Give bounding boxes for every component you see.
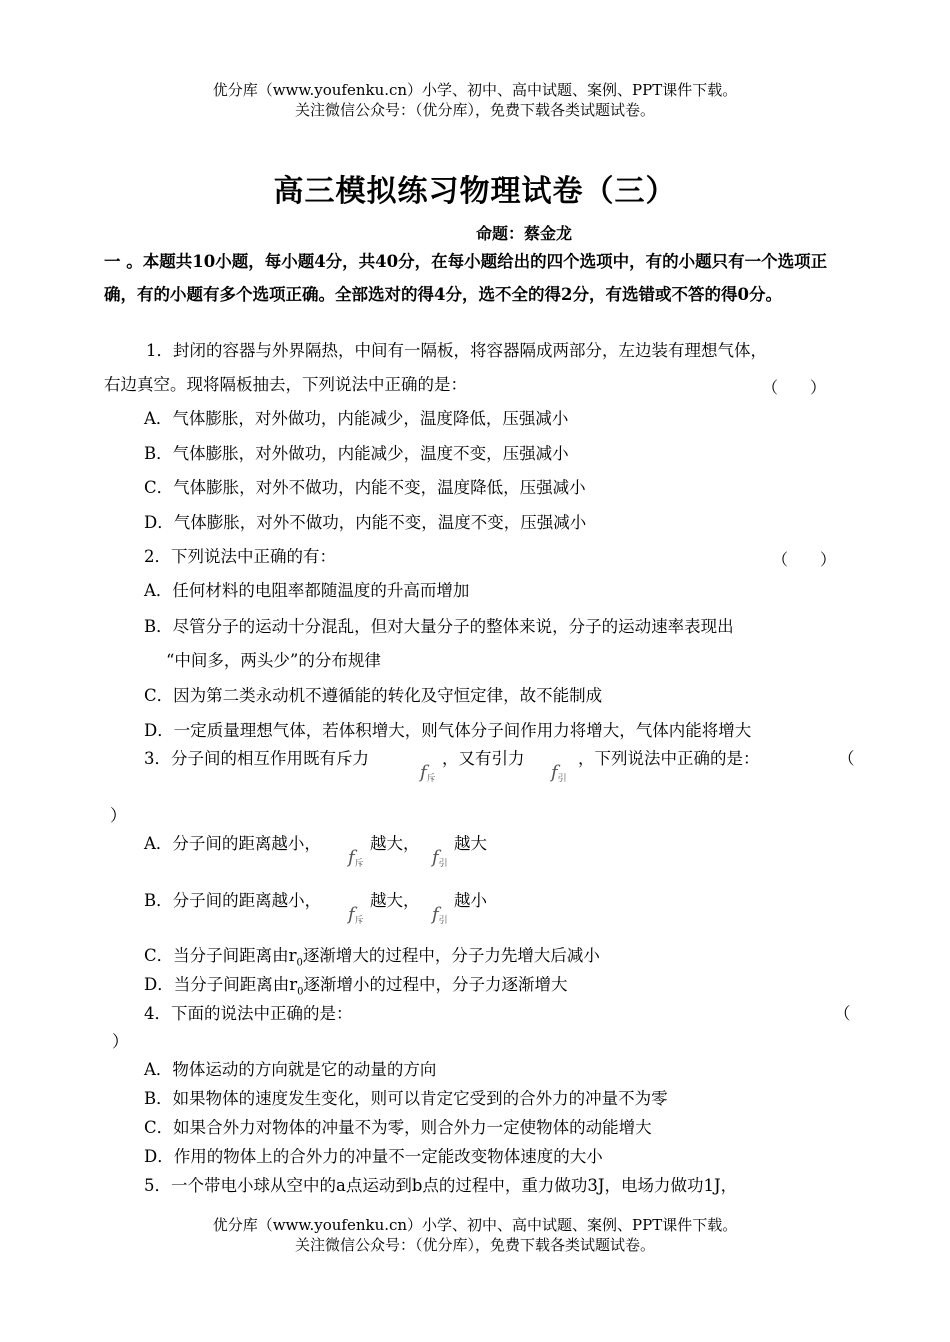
q1-option-b: B．气体膨胀，对外做功，内能减少，温度不变，压强减小 <box>144 444 569 463</box>
q3-stem-part-2: ，又有引力 <box>442 749 525 768</box>
q1-option-d: D．气体膨胀，对外不做功，内能不变，温度不变，压强减小 <box>144 513 587 532</box>
q1-stem-line-1: 1．封闭的容器与外界隔热，中间有一隔板，将容器隔成两部分，左边装有理想气体， <box>146 341 767 360</box>
q2-stem: 2．下列说法中正确的有： <box>144 547 336 566</box>
q4-option-d: D．作用的物体上的合外力的冲量不一定能改变物体速度的大小 <box>144 1147 603 1166</box>
exam-author: 命题：蔡金龙 <box>476 224 573 243</box>
header-line-2: 关注微信公众号：（优分库），免费下载各类试题试卷。 <box>294 101 655 119</box>
f-repulsive-symbol: $f_斥$ <box>348 847 364 869</box>
q2-option-d: D．一定质量理想气体，若体积增大，则气体分子间作用力将增大，气体内能将增大 <box>144 721 752 740</box>
section-1-instructions: 一 。本题共10小题，每小题4分，共40分，在每小题给出的四个选项中，有的小题只有一个选项正确，有的小题有多个选项正确。全部选对的得4分，选不全的得2分，有选错或不答的得0分。 <box>104 252 828 304</box>
q3-option-b-mid: 越大， <box>370 891 420 910</box>
q4-option-a: A．物体运动的方向就是它的动量的方向 <box>144 1060 437 1079</box>
f-repulsive-symbol: $f_斥$ <box>420 762 436 784</box>
footer-line-1: 优分库（www.youfenku.cn）小学、初中、高中试题、案例、PPT课件下载。 <box>212 1216 738 1234</box>
q1-answer-bracket: （ ） <box>762 378 827 397</box>
q1-stem-line-2: 右边真空。现将隔板抽去，下列说法中正确的是： <box>104 375 467 394</box>
q2-option-b-cont: “中间多，两头少”的分布规律 <box>166 651 381 670</box>
q2-option-c: C．因为第二类永动机不遵循能的转化及守恒定律，故不能制成 <box>144 686 603 705</box>
q2-option-b: B．尽管分子的运动十分混乱，但对大量分子的整体来说，分子的运动速率表现出 <box>144 617 734 636</box>
q3-option-b: B．分子间的距离越小， <box>144 891 322 910</box>
q3-bracket-close: ） <box>110 806 127 825</box>
q1-option-c: C．气体膨胀，对外不做功，内能不变，温度降低，压强减小 <box>144 478 586 497</box>
q3-option-a: A．分子间的距离越小， <box>144 834 321 853</box>
exam-title: 高三模拟练习物理试卷（三） <box>273 174 677 209</box>
q3-option-c: C．当分子间距离由$r_0$逐渐增大的过程中，分子力先增大后减小 <box>144 946 600 969</box>
header-line-1: 优分库（www.youfenku.cn）小学、初中、高中试题、案例、PPT课件下载。 <box>212 81 738 99</box>
q3-option-a-mid: 越大， <box>370 834 420 853</box>
q1-option-a: A．气体膨胀，对外做功，内能减少，温度降低，压强减小 <box>144 409 569 428</box>
q3-bracket-open: （ <box>838 749 855 768</box>
footer-line-2: 关注微信公众号：（优分库），免费下载各类试题试卷。 <box>294 1236 655 1254</box>
f-attractive-symbol: $f_引$ <box>432 904 448 926</box>
q4-stem: 4．下面的说法中正确的是： <box>144 1004 353 1023</box>
q3-option-b-end: 越小 <box>454 891 487 910</box>
q3-option-d: D．当分子间距离由$r_0$逐渐增小的过程中，分子力逐渐增大 <box>144 975 568 998</box>
q4-option-b: B．如果物体的速度发生变化，则可以肯定它受到的合外力的冲量不为零 <box>144 1089 668 1108</box>
page-footer <box>0 1215 950 1255</box>
q2-answer-bracket: （ ） <box>772 550 837 569</box>
f-repulsive-symbol: $f_斥$ <box>348 904 364 926</box>
q3-stem-part-1: 3．分子间的相互作用既有斥力 <box>144 749 369 768</box>
q3-option-a-end: 越大 <box>454 834 487 853</box>
f-attractive-symbol: $f_引$ <box>551 762 567 784</box>
q4-option-c: C．如果合外力对物体的冲量不为零，则合外力一定使物体的动能增大 <box>144 1118 652 1137</box>
q4-bracket-close: ） <box>112 1032 129 1051</box>
q2-option-a: A．任何材料的电阻率都随温度的升高而增加 <box>144 581 470 600</box>
q4-bracket-open: （ <box>834 1004 851 1023</box>
f-attractive-symbol: $f_引$ <box>432 847 448 869</box>
q3-stem-part-3: ，下列说法中正确的是： <box>578 749 760 768</box>
q5-stem-line-1: 5．一个带电小球从空中的a点运动到b点的过程中，重力做功3J，电场力做功1J， <box>144 1176 738 1195</box>
page-header <box>0 80 950 120</box>
